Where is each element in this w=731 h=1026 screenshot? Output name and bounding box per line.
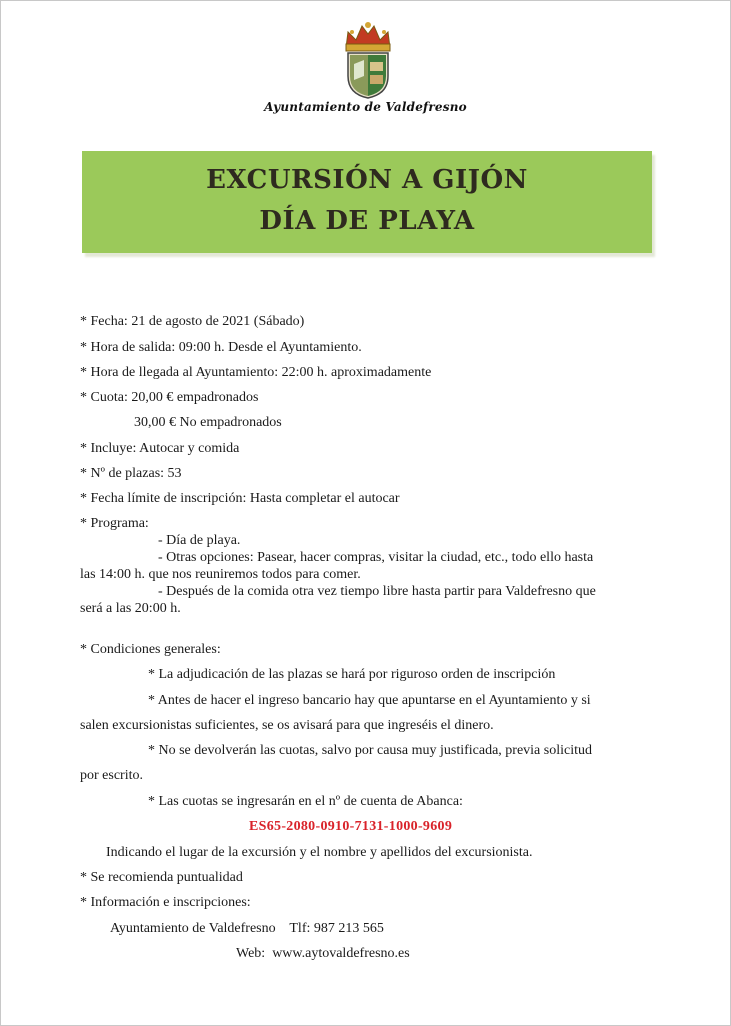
contact-line: Ayuntamiento de Valdefresno Tlf: 987 213 565	[110, 921, 384, 936]
date-line: * Fecha: 21 de agosto de 2021 (Sábado)	[80, 314, 305, 329]
condition-allocation: * La adjudicación de las plazas se hará por riguroso orden de inscripción	[148, 667, 556, 682]
program-item-beach: - Día de playa.	[158, 533, 241, 548]
fee-non-resident-line: 30,00 € No empadronados	[134, 415, 282, 430]
banner-title: EXCURSIÓN A GIJÓN	[206, 165, 528, 195]
fee-line: * Cuota: 20,00 € empadronados	[80, 390, 259, 405]
departure-line: * Hora de salida: 09:00 h. Desde el Ayuntamiento.	[80, 340, 362, 355]
includes-line: * Incluye: Autocar y comida	[80, 441, 240, 456]
program-heading: * Programa:	[80, 516, 149, 531]
town-hall-name: Ayuntamiento de Valdefresno	[264, 100, 467, 114]
banner-subtitle: DÍA DE PLAYA	[259, 206, 475, 236]
deadline-line: * Fecha límite de inscripción: Hasta completar el autocar	[80, 491, 400, 506]
payment-instructions: Indicando el lugar de la excursión y el nombre y apellidos del excursionista.	[106, 845, 533, 860]
title-banner	[82, 151, 652, 253]
condition-registration-cont: salen excursionistas suficientes, se os avisará para que ingreséis el dinero.	[80, 718, 494, 733]
arrival-line: * Hora de llegada al Ayuntamiento: 22:00 h. aproximadamente	[80, 365, 432, 380]
condition-refunds-cont: por escrito.	[80, 768, 143, 783]
program-item-afternoon: - Después de la comida otra vez tiempo libre hasta partir para Valdefresno que	[158, 584, 596, 599]
info-heading: * Información e inscripciones:	[80, 895, 251, 910]
website-line: Web: www.aytovaldefresno.es	[236, 946, 410, 961]
condition-registration: * Antes de hacer el ingreso bancario hay que apuntarse en el Ayuntamiento y si	[148, 693, 591, 708]
bank-account-number: ES65-2080-0910-7131-1000-9609	[249, 819, 453, 834]
crowned-shield-icon	[340, 20, 396, 100]
program-item-options: - Otras opciones: Pasear, hacer compras, visitar la ciudad, etc., todo ello hasta	[158, 550, 594, 565]
condition-payment: * Las cuotas se ingresarán en el nº de cuenta de Abanca:	[148, 794, 463, 809]
program-item-afternoon-cont: será a las 20:00 h.	[80, 601, 181, 616]
seats-line: * Nº de plazas: 53	[80, 466, 182, 481]
program-item-options-cont: las 14:00 h. que nos reuniremos todos para comer.	[80, 567, 361, 582]
punctuality-note: * Se recomienda puntualidad	[80, 870, 243, 885]
condition-refunds: * No se devolverán las cuotas, salvo por causa muy justificada, previa solicitud	[148, 743, 592, 758]
conditions-heading: * Condiciones generales:	[80, 642, 221, 657]
